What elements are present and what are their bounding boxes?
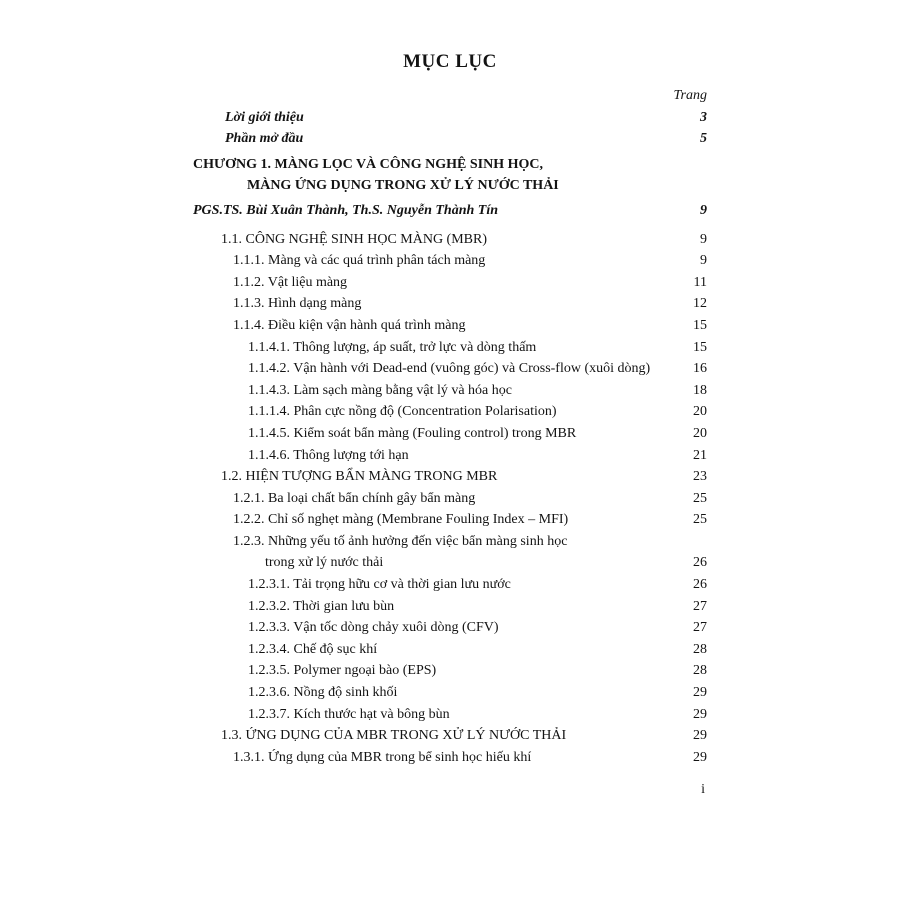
toc-entry-page: 29 — [693, 749, 707, 765]
toc-entry — [193, 315, 707, 337]
toc-entry-text: 1.2. HIỆN TƯỢNG BẨN MÀNG TRONG MBR — [221, 469, 498, 485]
toc-entry — [193, 423, 707, 445]
toc-entry-text: 1.1.1. Màng và các quá trình phân tách màng — [233, 253, 486, 269]
toc-content — [193, 50, 707, 768]
toc-entry — [193, 229, 707, 251]
toc-entry — [193, 466, 707, 488]
toc-entry-page: 3 — [700, 109, 707, 125]
toc-entry — [193, 358, 707, 380]
toc-entry — [193, 531, 707, 553]
toc-entry-text: Phần mở đầu — [225, 131, 304, 147]
toc-entry — [193, 747, 707, 769]
toc-entry — [193, 574, 707, 596]
toc-entry — [193, 639, 707, 661]
toc-entry-page: 20 — [693, 425, 707, 441]
toc-entry — [193, 128, 707, 150]
toc-entry — [193, 200, 707, 222]
toc-entry — [193, 660, 707, 682]
toc-entry — [193, 704, 707, 726]
toc-entry-text: 1.1.4.3. Làm sạch màng bằng vật lý và hóa học — [248, 382, 512, 398]
toc-entry-page: 16 — [693, 361, 707, 377]
toc-entry-text: 1.3. ỨNG DỤNG CỦA MBR TRONG XỬ LÝ NƯỚC THẢI — [221, 728, 567, 744]
toc-entry-text: 1.1.2. Vật liệu màng — [233, 274, 348, 290]
toc-entry-page: 15 — [693, 317, 707, 333]
toc-entry — [193, 509, 707, 531]
toc-entry-page: 18 — [693, 382, 707, 398]
toc-entry-text: 1.2.3.5. Polymer ngoại bào (EPS) — [248, 663, 437, 679]
toc-entry — [193, 552, 707, 574]
toc-entry — [193, 154, 707, 176]
toc-entry-page: 25 — [693, 512, 707, 528]
toc-entry-page: 11 — [693, 274, 707, 290]
toc-entry-text: CHƯƠNG 1. MÀNG LỌC VÀ CÔNG NGHỆ SINH HỌC, — [193, 156, 544, 172]
toc-entry-text: PGS.TS. Bùi Xuân Thành, Th.S. Nguyễn Thành Tín — [193, 202, 498, 218]
toc-entry-text: 1.2.3.1. Tải trọng hữu cơ và thời gian lưu nước — [248, 577, 511, 593]
page-title: MỤC LỤC — [403, 51, 497, 72]
toc-entry-page: 20 — [693, 404, 707, 420]
toc-entry-text: 1.1.4.1. Thông lượng, áp suất, trở lực và dòng thấm — [248, 339, 537, 355]
toc-entry-page: 9 — [700, 202, 707, 218]
toc-entry-text: 1.2.2. Chỉ số nghẹt màng (Membrane Fouling Index – MFI) — [233, 512, 569, 528]
toc-entry-page: 28 — [693, 641, 707, 657]
toc-entry — [193, 175, 707, 197]
toc-entry — [193, 250, 707, 272]
toc-entry-text: 1.2.1. Ba loại chất bẩn chính gây bẩn màng — [233, 490, 476, 506]
toc-entry-text: 1.2.3.6. Nồng độ sinh khối — [248, 685, 398, 701]
toc-entry-text: 1.1.4.5. Kiểm soát bẩn màng (Fouling control) trong MBR — [248, 425, 577, 441]
toc-entry — [193, 682, 707, 704]
toc-entry — [193, 272, 707, 294]
toc-entry — [193, 380, 707, 402]
toc-list — [193, 107, 707, 769]
toc-entry-page: 26 — [693, 577, 707, 593]
toc-entry-text: 1.3.1. Ứng dụng của MBR trong bể sinh học hiếu khí — [233, 749, 532, 765]
toc-entry-text: 1.1.4.6. Thông lượng tới hạn — [248, 447, 409, 463]
toc-entry-page: 23 — [693, 469, 707, 485]
toc-entry-page: 27 — [693, 620, 707, 636]
toc-entry-page: 28 — [693, 663, 707, 679]
toc-entry-page: 9 — [700, 253, 707, 269]
toc-entry — [193, 617, 707, 639]
toc-entry-text: 1.2.3.4. Chế độ sục khí — [248, 641, 378, 657]
footer-page-number: i — [701, 782, 705, 797]
toc-entry-page: 29 — [693, 728, 707, 744]
toc-entry — [193, 293, 707, 315]
toc-entry-page: 29 — [693, 706, 707, 722]
toc-entry — [193, 725, 707, 747]
toc-entry-page: 25 — [693, 490, 707, 506]
toc-entry — [193, 445, 707, 467]
toc-entry-page: 27 — [693, 598, 707, 614]
toc-entry-page: 15 — [693, 339, 707, 355]
toc-entry-page: 12 — [693, 296, 707, 312]
toc-entry-text: 1.2.3.3. Vận tốc dòng chảy xuôi dòng (CFV) — [248, 620, 499, 636]
toc-entry-text: 1.1. CÔNG NGHỆ SINH HỌC MÀNG (MBR) — [221, 231, 488, 247]
toc-entry-page: 9 — [700, 231, 707, 247]
toc-entry — [193, 488, 707, 510]
toc-entry — [193, 107, 707, 129]
toc-entry-page: 21 — [693, 447, 707, 463]
toc-entry-text: MÀNG ỨNG DỤNG TRONG XỬ LÝ NƯỚC THẢI — [247, 178, 559, 194]
toc-entry-text: 1.1.3. Hình dạng màng — [233, 296, 362, 312]
toc-entry — [193, 596, 707, 618]
toc-entry-text: 1.2.3.2. Thời gian lưu bùn — [248, 598, 395, 614]
toc-entry-text: 1.2.3.7. Kích thước hạt và bông bùn — [248, 706, 450, 722]
toc-entry-text: 1.1.4.2. Vận hành với Dead-end (vuông góc) và Cross-flow (xuôi dòng) — [248, 361, 651, 377]
toc-entry — [193, 401, 707, 423]
toc-entry-text: trong xử lý nước thải — [265, 555, 384, 571]
toc-entry-page: 5 — [700, 131, 707, 147]
toc-entry-text: Lời giới thiệu — [225, 109, 304, 125]
toc-entry-page: 26 — [693, 555, 707, 571]
page-column-header: Trang — [673, 88, 707, 103]
toc-entry-text: 1.1.4. Điều kiện vận hành quá trình màng — [233, 317, 466, 333]
toc-entry-text: 1.1.1.4. Phân cực nồng độ (Concentration Polarisation) — [248, 404, 557, 420]
toc-entry — [193, 337, 707, 359]
toc-entry-page: 29 — [693, 685, 707, 701]
toc-entry-text: 1.2.3. Những yếu tố ảnh hưởng đến việc bẩn màng sinh học — [233, 533, 568, 549]
